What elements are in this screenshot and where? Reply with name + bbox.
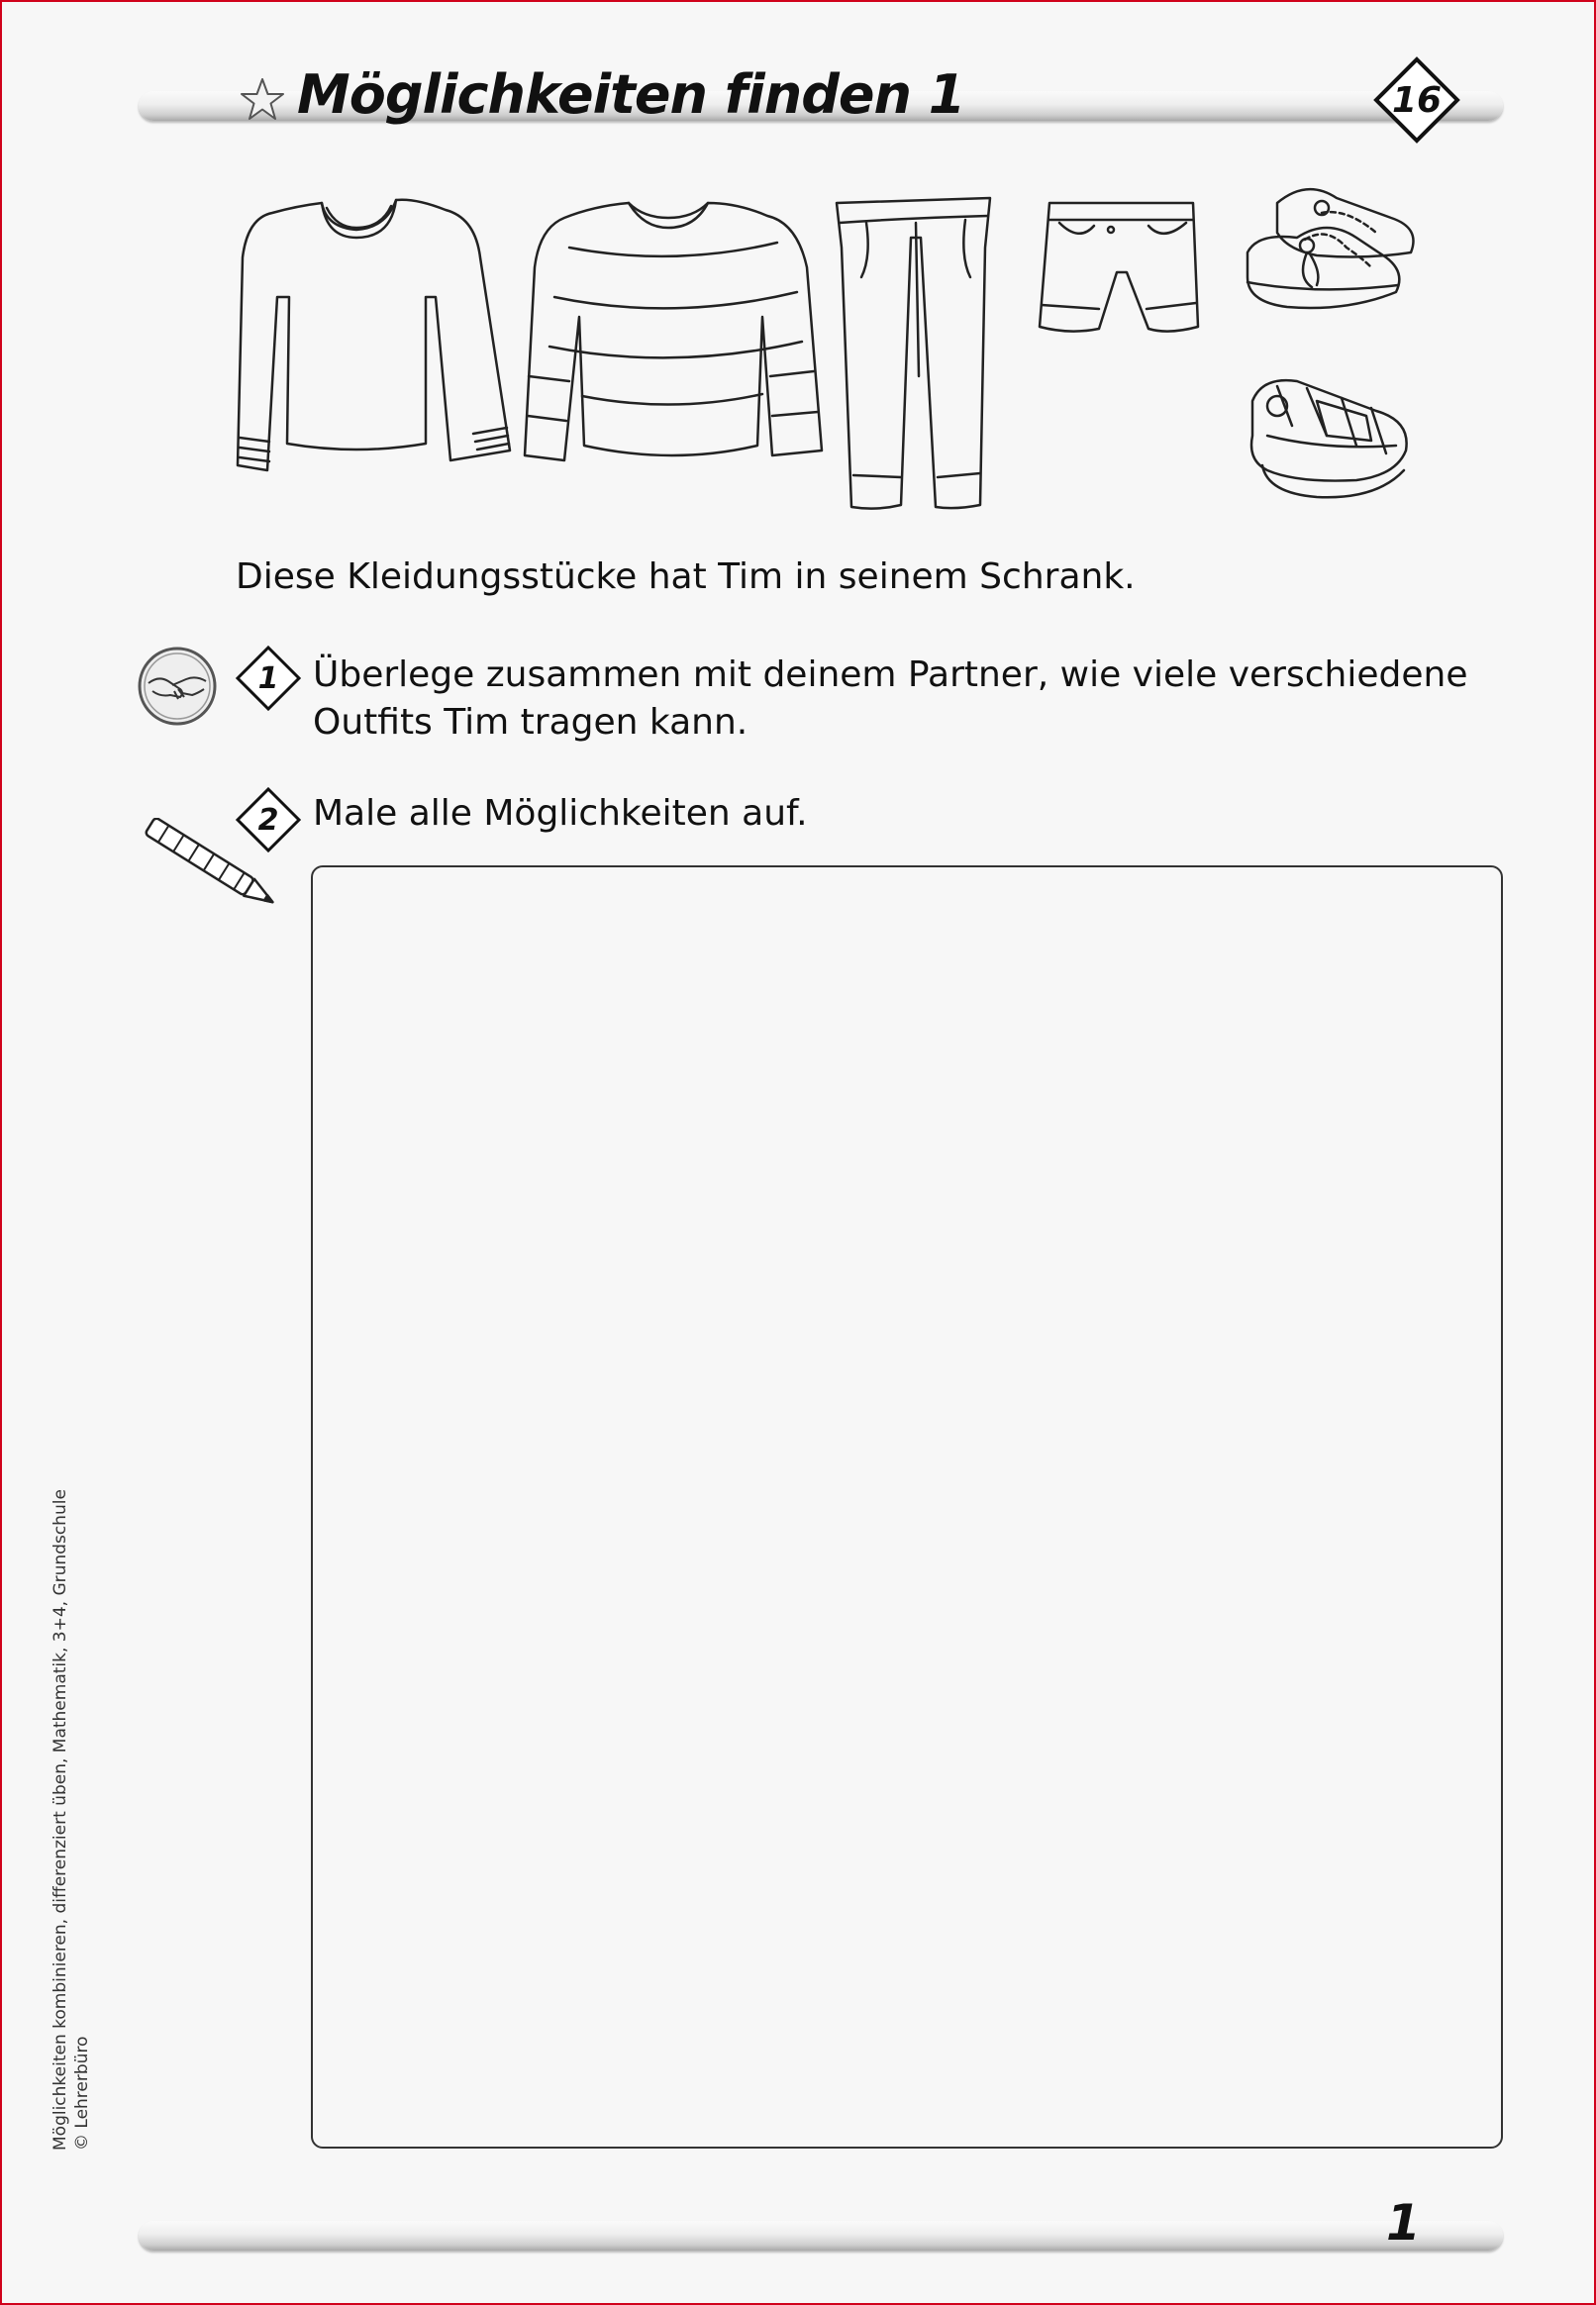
intro-text: Diese Kleidungsstücke hat Tim in seinem Schrank. (236, 556, 1136, 597)
trousers-icon (837, 198, 990, 509)
page-badge-number: 16 (1391, 79, 1443, 121)
sneakers-icon (1247, 189, 1414, 308)
task-1-text (313, 651, 1467, 747)
side-credit (50, 1489, 93, 2151)
task-1-line-2: Outfits Tim tragen kann. (313, 702, 748, 743)
side-credit-line-1: Möglichkeiten kombinieren, differenziert üben, Mathematik, 3+4, Grundschule (50, 1489, 70, 2151)
footer-page-number: 1 (1386, 2194, 1421, 2252)
drawing-area[interactable] (311, 865, 1503, 2149)
page-title: Möglichkeiten finden 1 (297, 63, 965, 126)
task-1-line-1: Überlege zusammen mit deinem Partner, wie viele verschiedene (313, 654, 1468, 695)
shorts-icon (1040, 203, 1198, 332)
sandals-icon (1251, 380, 1407, 497)
striped-sweater-icon (525, 203, 822, 460)
side-credit-line-2: © Lehrerbüro (72, 2036, 92, 2151)
clothing-illustrations (228, 178, 1446, 515)
task-2-number: 2 (257, 802, 279, 838)
star-icon (238, 75, 287, 125)
sweater-icon (238, 200, 510, 470)
footer-bar (139, 2221, 1503, 2251)
handshake-icon (137, 646, 218, 727)
task-1-number: 1 (257, 660, 279, 696)
task-2-text: Male alle Möglichkeiten auf. (313, 793, 808, 834)
